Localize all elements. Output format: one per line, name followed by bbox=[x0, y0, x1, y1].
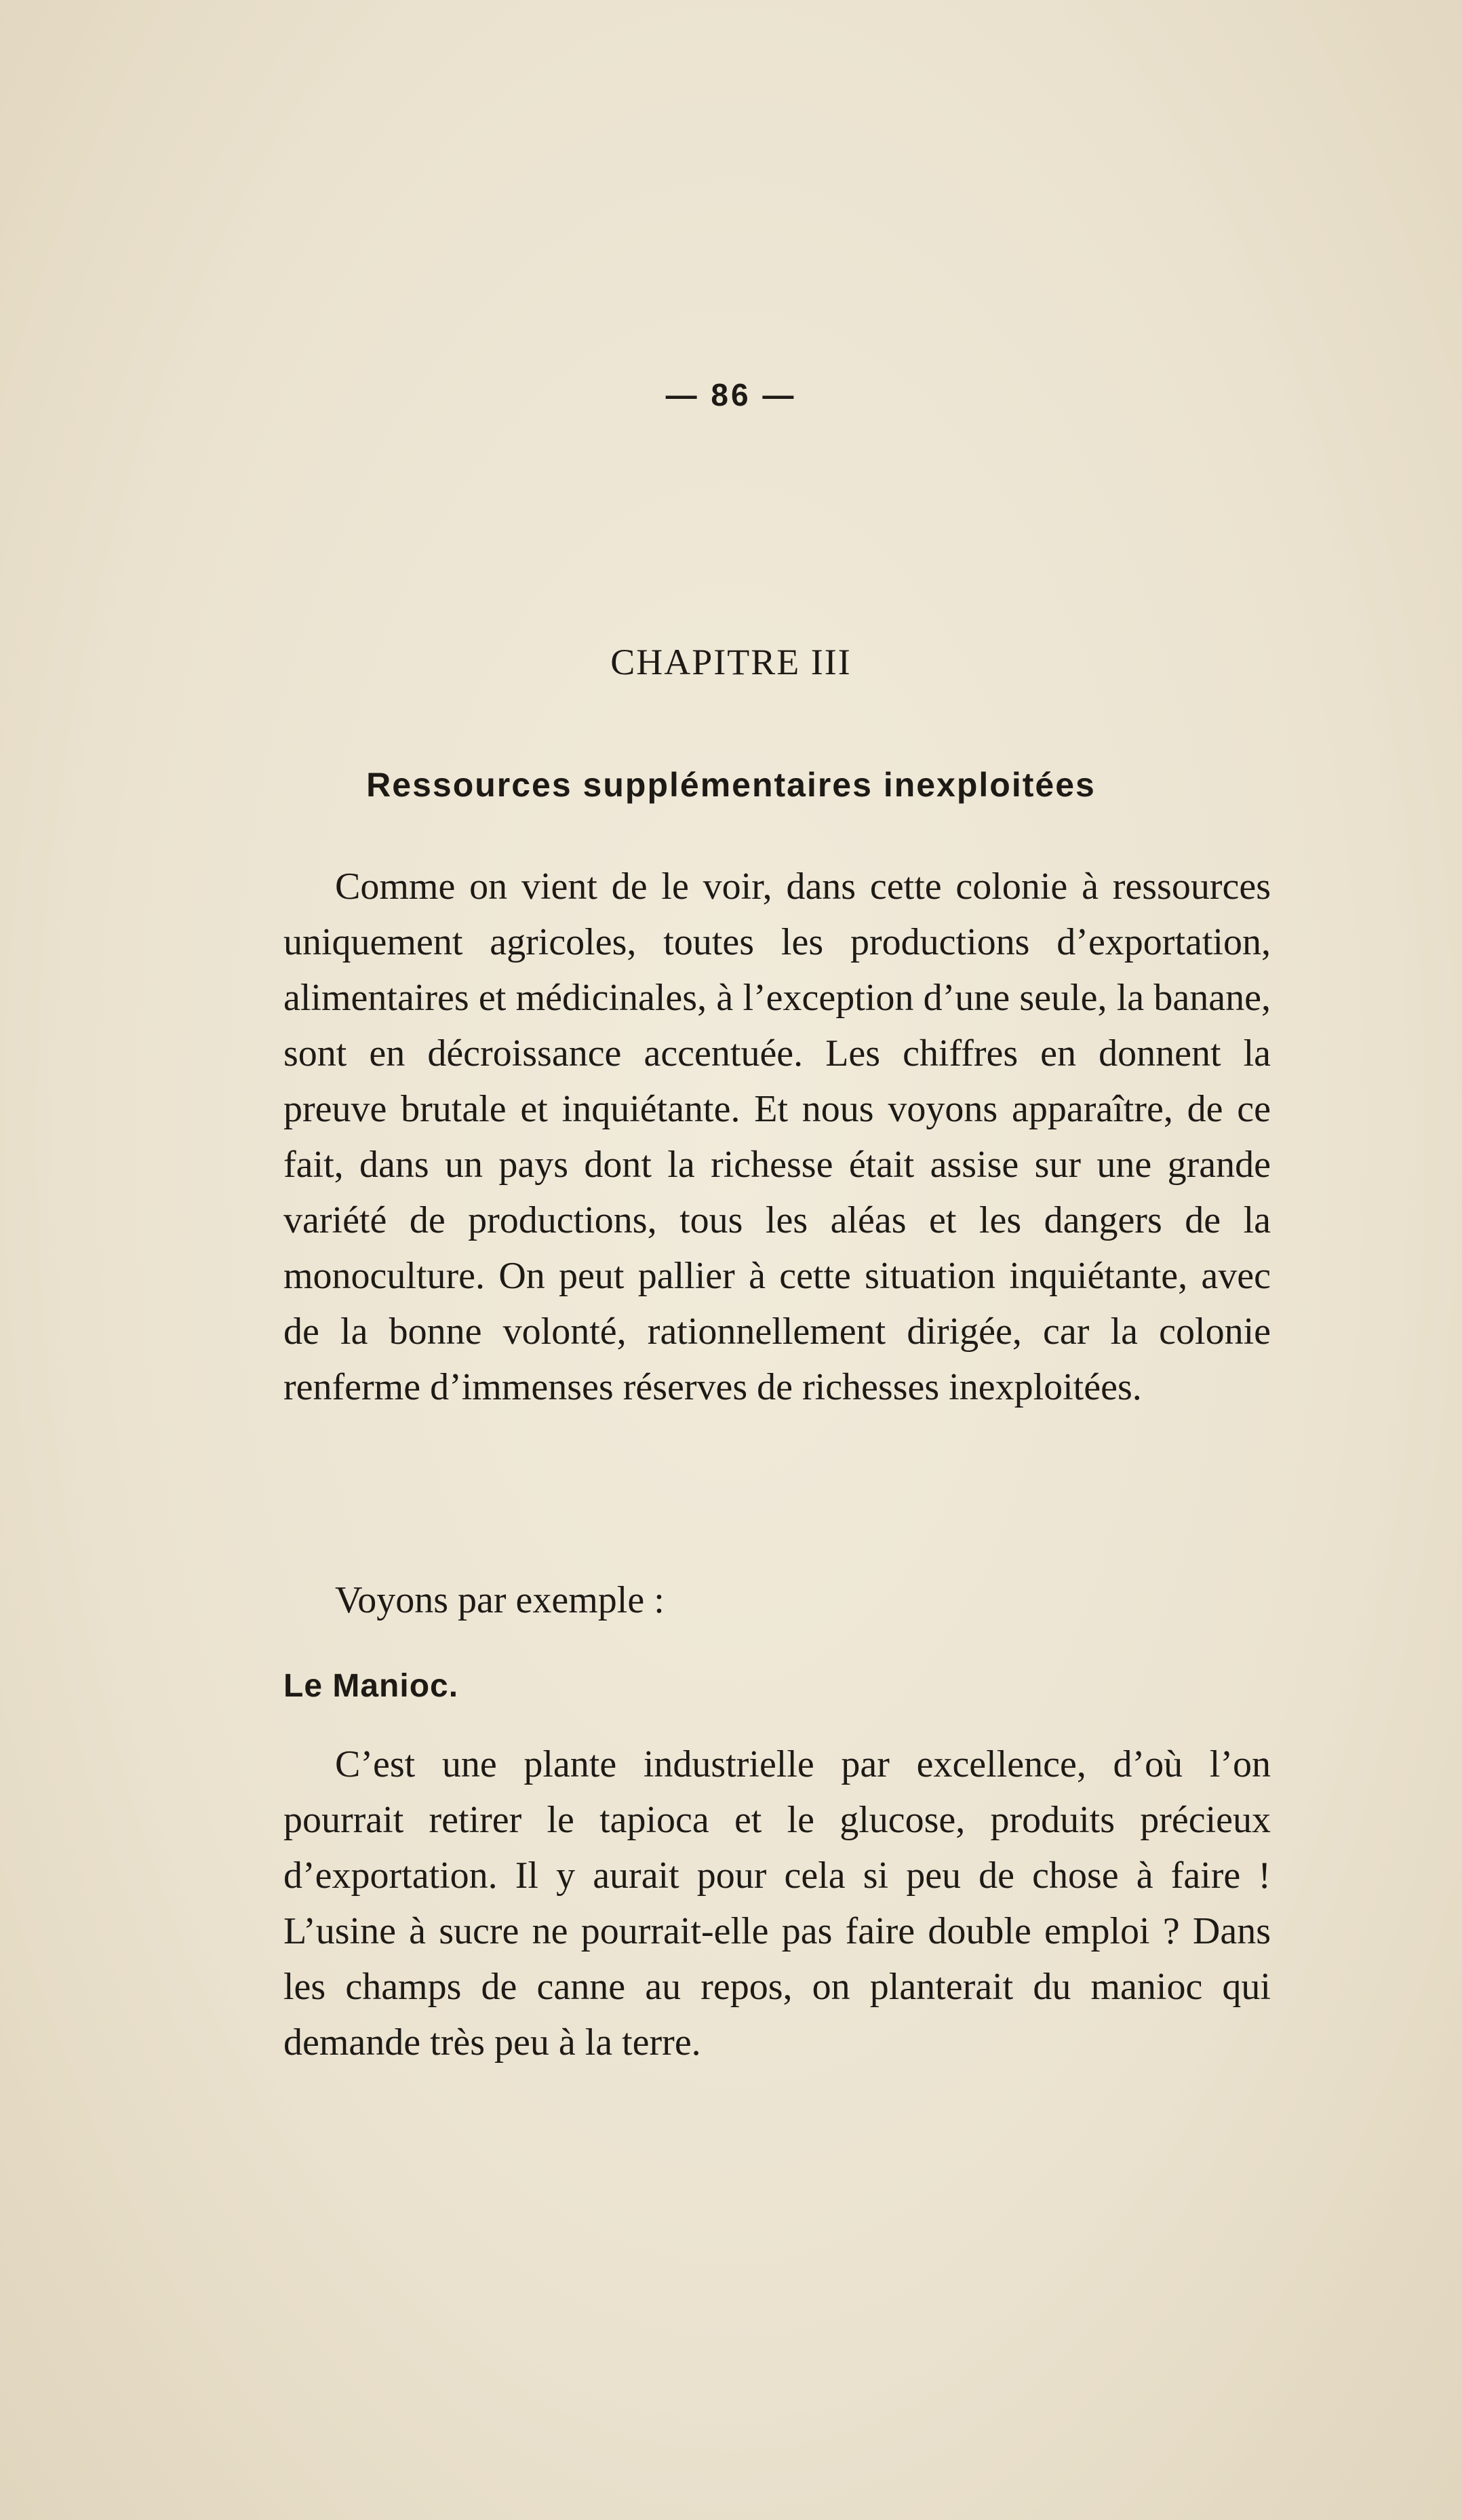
page-number: — 86 — bbox=[665, 377, 797, 412]
chapter-label: CHAPITRE III bbox=[610, 642, 852, 682]
paragraph-manioc: C’est une plante industrielle par excellence, d’où l’on pourrait retirer le tapioca et le glucose, produits précieux d’exportation. Il y aurait pour cela si peu de chose à faire ! L’usine à sucre ne pourrait-elle pas faire double emploi ? Dans les champs de canne au repos, on planterait du manioc qui demande très peu à la terre. bbox=[283, 1743, 1271, 2063]
section-body bbox=[283, 1737, 1271, 2070]
section-heading: Le Manioc. bbox=[283, 1668, 459, 1704]
paragraph-example: Voyons par exemple : bbox=[335, 1579, 665, 1621]
body-text-example bbox=[283, 1572, 1271, 1628]
paragraph-intro: Comme on vient de le voir, dans cette colonie à ressources uniquement agricoles, toutes les productions d’exportation, alimentaires et médicinales, à l’exception d’une seule, la banane, sont en décroissance accentuée. Les chiffres en donnent la preuve brutale et inquiétante. Et nous voyons apparaître, de ce fait, dans un pays dont la richesse était assise sur une grande variété de productions, tous les aléas et les dangers de la monoculture. On peut pallier à cette situation inquiétante, avec de la bonne volonté, rationnellement dirigée, car la colonie renferme d’immenses réserves de richesses inexploitées. bbox=[283, 866, 1271, 1408]
chapter-title: Ressources supplémentaires inexploitées bbox=[366, 766, 1096, 804]
body-text bbox=[283, 859, 1271, 1415]
